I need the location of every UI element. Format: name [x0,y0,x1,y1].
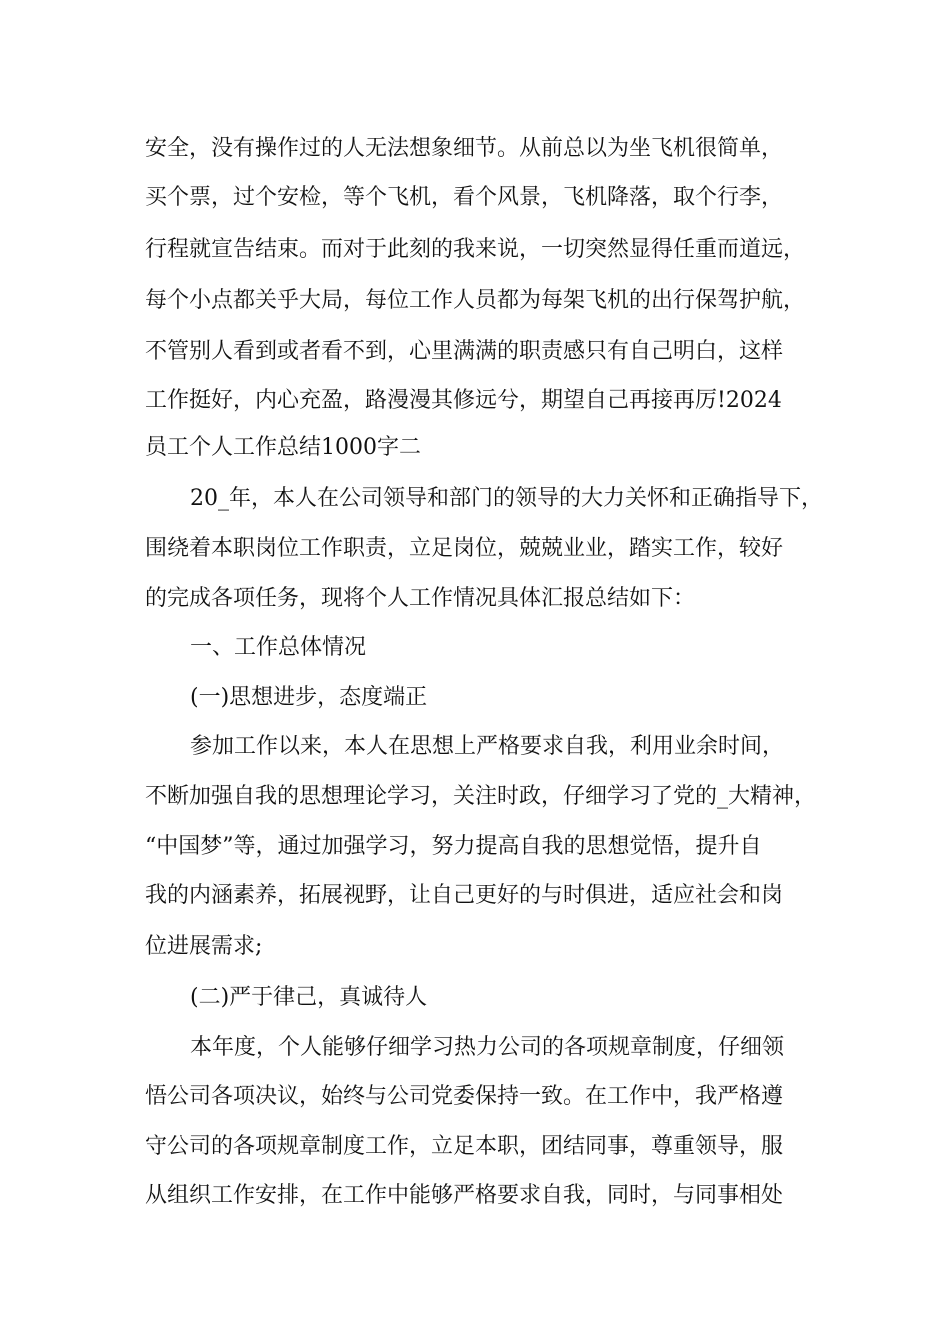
paragraph-2-line-5: 位进展需求; [145,934,263,959]
paragraph-1-line-3: 的完成各项任务，现将个人工作情况具体汇报总结如下： [145,586,696,611]
text-line-5: 不管别人看到或者看不到，心里满满的职责感只有自己明白，这样 [145,339,784,364]
text-line-2: 买个票，过个安检，等个飞机，看个风景，飞机降落，取个行李， [145,185,784,210]
text-line-6: 工作挺好，内心充盈，路漫漫其修远兮，期望自己再接再厉!2024 [145,388,782,413]
section-title: 员工个人工作总结1000字二 [145,435,421,460]
paragraph-1-line-1: 20_年，本人在公司领导和部门的领导的大力关怀和正确指导下， [190,486,823,511]
heading-1: 一、工作总体情况 [190,635,367,660]
subheading-1: (一)思想进步，态度端正 [190,685,428,710]
paragraph-2-line-4: 我的内涵素养，拓展视野，让自己更好的与时俱进，适应社会和岗 [145,883,784,908]
paragraph-1-line-2: 围绕着本职岗位工作职责，立足岗位，兢兢业业，踏实工作，较好 [145,536,784,561]
subheading-2: (二)严于律己，真诚待人 [190,985,428,1010]
paragraph-3-line-4: 从组织工作安排，在工作中能够严格要求自我，同时，与同事相处 [145,1183,784,1208]
text-line-3: 行程就宣告结束。而对于此刻的我来说，一切突然显得任重而道远， [145,237,806,262]
paragraph-3-line-1: 本年度，个人能够仔细学习热力公司的各项规章制度，仔细领 [190,1035,785,1060]
text-line-4: 每个小点都关乎大局，每位工作人员都为每架飞机的出行保驾护航， [145,288,806,313]
paragraph-2-line-3: “中国梦”等，通过加强学习，努力提高自我的思想觉悟，提升自 [145,834,762,859]
paragraph-2-line-2: 不断加强自我的思想理论学习，关注时政，仔细学习了党的_大精神， [145,784,817,809]
paragraph-2-line-1: 参加工作以来，本人在思想上严格要求自我，利用业余时间， [190,734,785,759]
text-line-1: 安全，没有操作过的人无法想象细节。从前总以为坐飞机很简单， [145,136,784,161]
paragraph-3-line-3: 守公司的各项规章制度工作，立足本职，团结同事，尊重领导，服 [145,1134,784,1159]
paragraph-3-line-2: 悟公司各项决议，始终与公司党委保持一致。在工作中，我严格遵 [145,1084,784,1109]
